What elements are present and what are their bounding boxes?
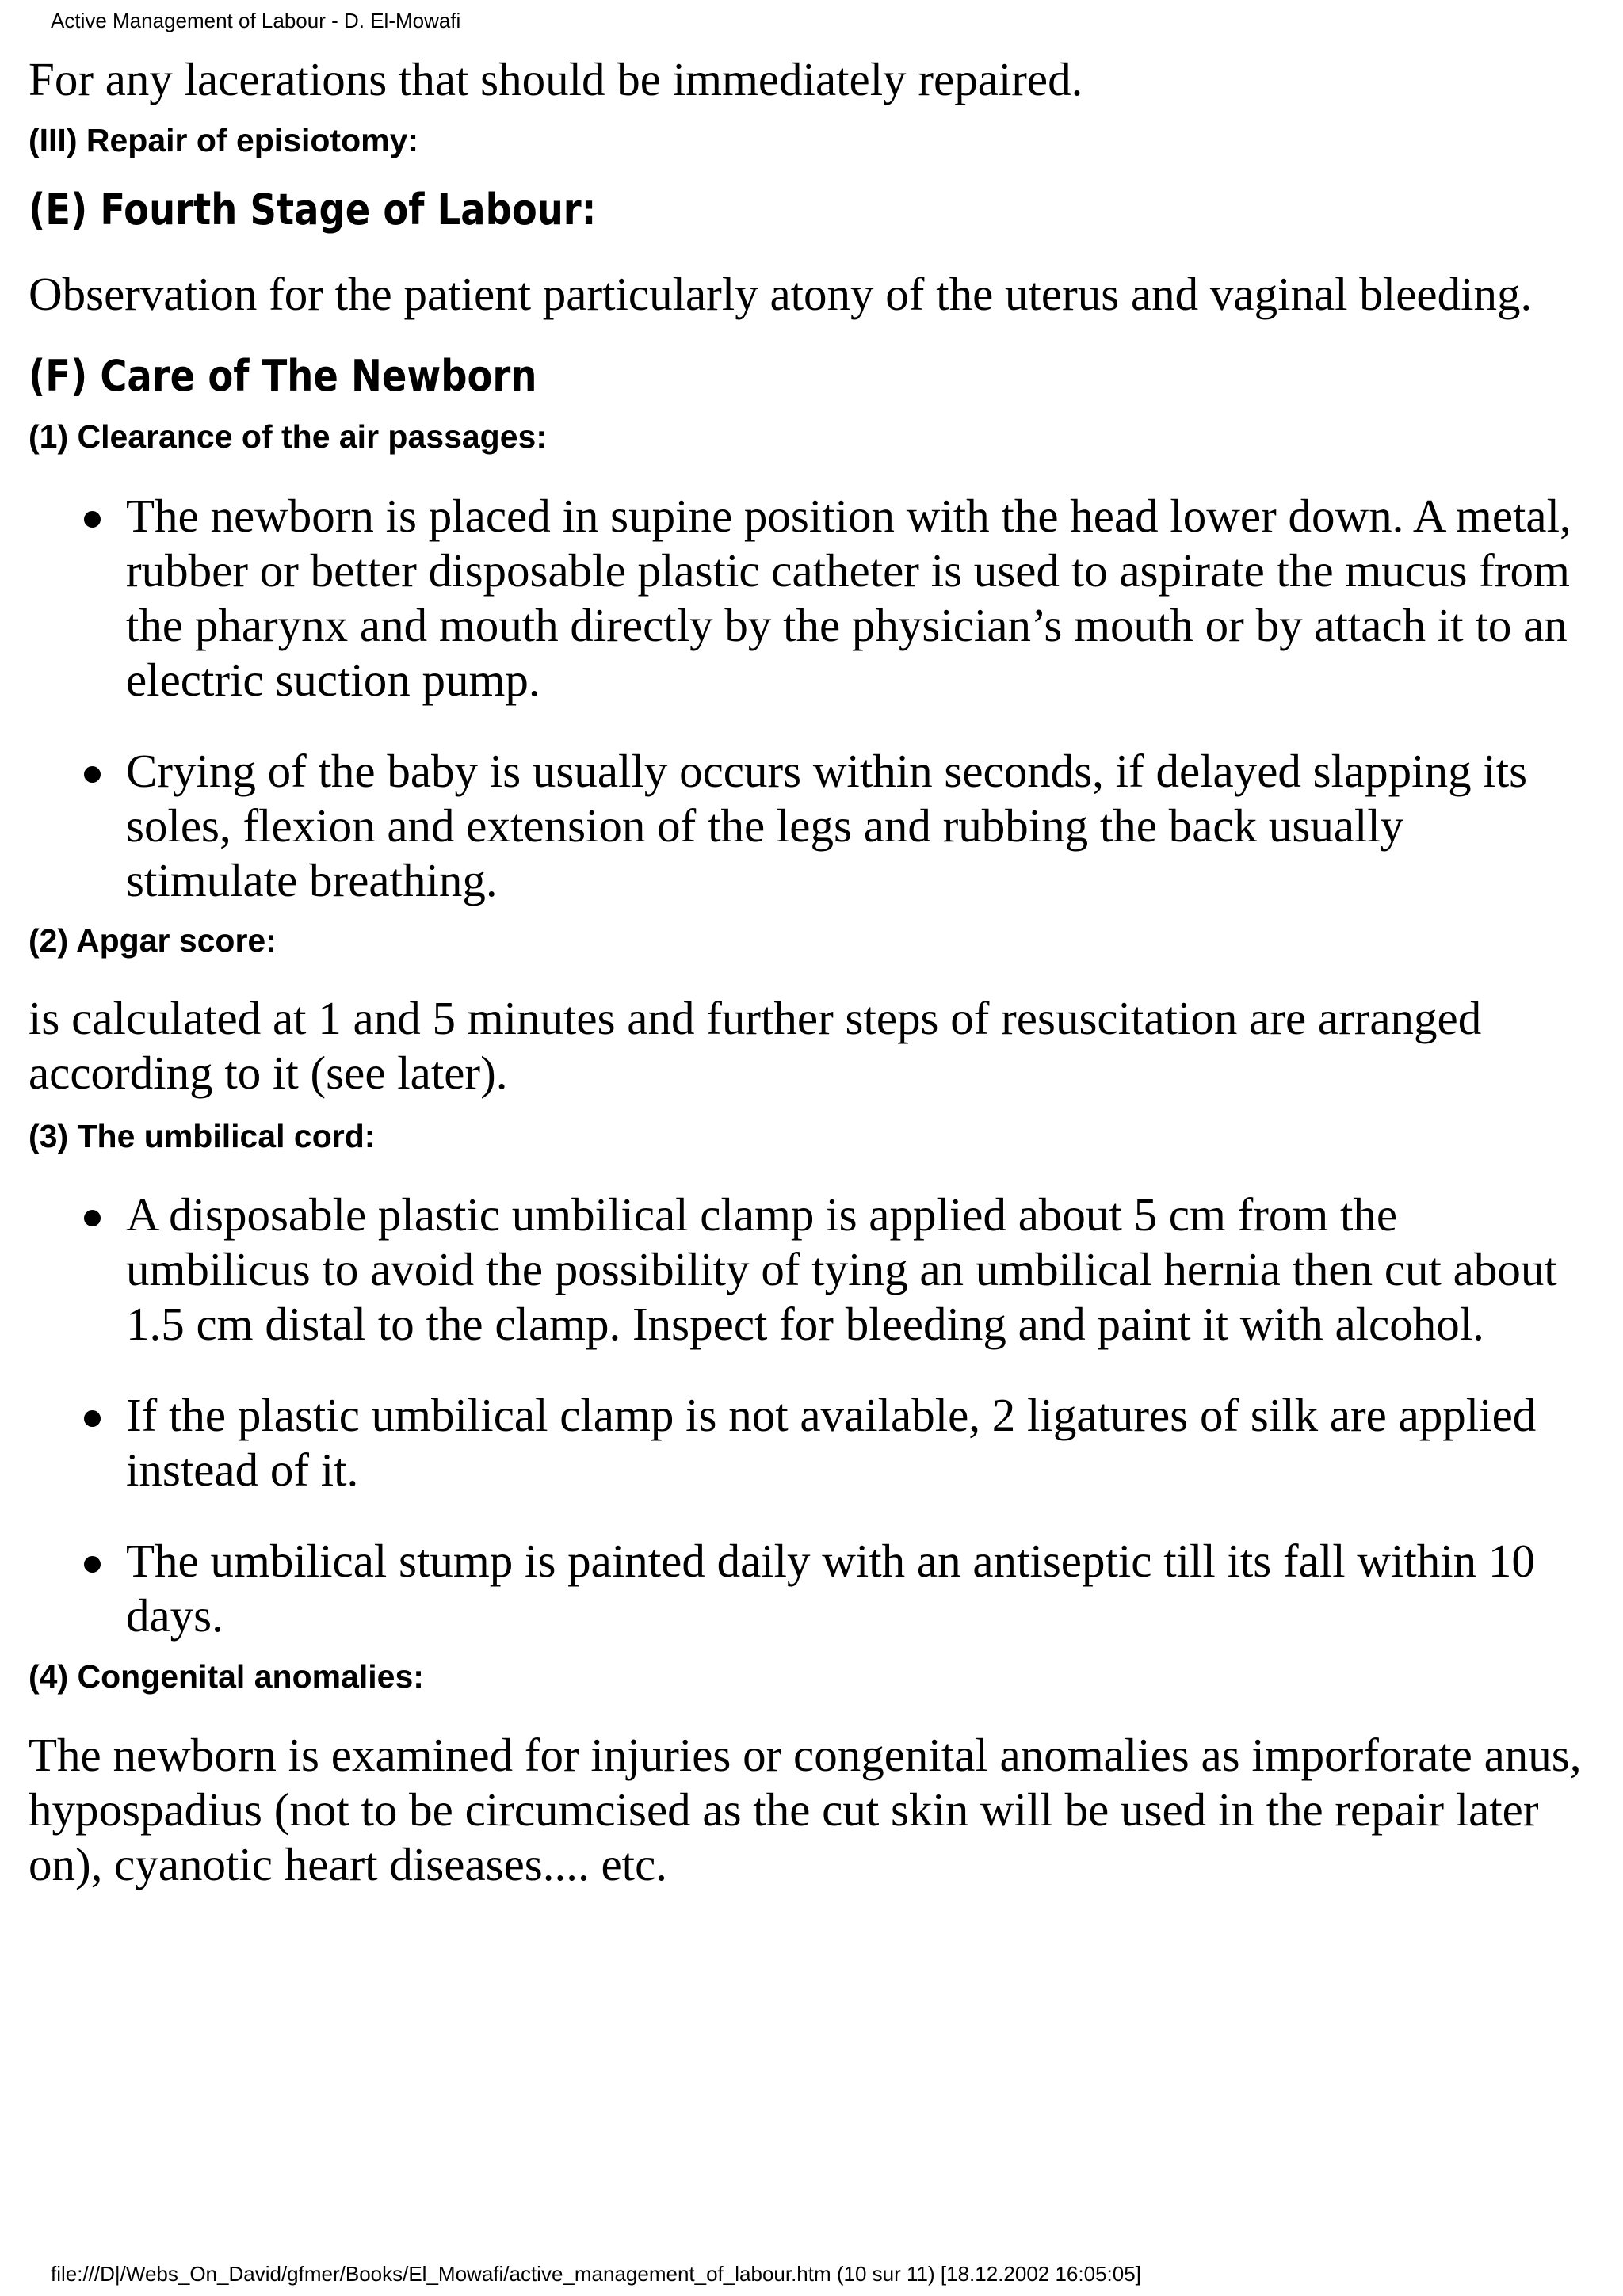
umbilical-cord-list <box>29 1188 1582 1643</box>
congenital-anomalies-paragraph: The newborn is examined for injuries or congenital anomalies as imporforate anus, hypospadius (not to be circumcised as the cut skin will be used in the repair later on), cyanotic heart diseases.... etc. <box>29 1729 1582 1890</box>
apgar-paragraph: is calculated at 1 and 5 minutes and further steps of resuscitation are arranged according to it (see later). <box>29 992 1482 1099</box>
list-item-text: A disposable plastic umbilical clamp is applied about 5 cm from the umbilicus to avoid the possibility of tying an umbilical hernia then cut about 1.5 cm distal to the clamp. Inspect for bleeding and paint it with alcohol. <box>126 1188 1557 1350</box>
fourth-stage-heading: (E) Fourth Stage of Labour: <box>29 185 597 235</box>
bullet-icon <box>84 1410 101 1427</box>
list-item-text: If the plastic umbilical clamp is not available, 2 ligatures of silk are applied instead of it. <box>126 1389 1537 1496</box>
fourth-stage-paragraph: Observation for the patient particularly atony of the uterus and vaginal bleeding. <box>29 268 1533 320</box>
running-header: Active Management of Labour - D. El-Mowafi <box>51 9 461 32</box>
document-body <box>29 52 1582 1892</box>
list-item-text: The newborn is placed in supine position with the head lower down. A metal, rubber or better disposable plastic catheter is used to aspirate the mucus from the pharynx and mouth directly by the physician’s mouth or by attach it to an electric suction pump. <box>126 490 1571 706</box>
bullet-icon <box>84 511 101 528</box>
list-item-text: Crying of the baby is usually occurs within seconds, if delayed slapping its soles, flexion and extension of the legs and rubbing the back usually stimulate breathing. <box>126 745 1528 906</box>
list-item <box>29 1388 1582 1497</box>
intro-paragraph: For any lacerations that should be immediately repaired. <box>29 53 1083 105</box>
list-item <box>29 489 1582 707</box>
bullet-icon <box>84 1556 101 1573</box>
list-item-text: The umbilical stump is painted daily with an antiseptic till its fall within 10 days. <box>126 1535 1535 1642</box>
clearance-list <box>29 489 1582 908</box>
bullet-icon <box>84 766 101 783</box>
congenital-anomalies-heading: (4) Congenital anomalies: <box>29 1658 424 1695</box>
umbilical-cord-heading: (3) The umbilical cord: <box>29 1118 376 1154</box>
repair-episiotomy-heading: (III) Repair of episiotomy: <box>29 122 419 158</box>
newborn-care-heading: (F) Care of The Newborn <box>29 351 537 401</box>
apgar-heading: (2) Apgar score: <box>29 922 277 959</box>
list-item <box>29 744 1582 908</box>
bullet-icon <box>84 1210 101 1226</box>
list-item <box>29 1188 1582 1352</box>
list-item <box>29 1534 1582 1643</box>
clearance-heading: (1) Clearance of the air passages: <box>29 418 547 455</box>
source-url-footer: file:///D|/Webs_On_David/gfmer/Books/El_Mowafi/active_management_of_labour.htm (10 sur 11) [18.12.2002 16:05:05] <box>51 2262 1141 2286</box>
